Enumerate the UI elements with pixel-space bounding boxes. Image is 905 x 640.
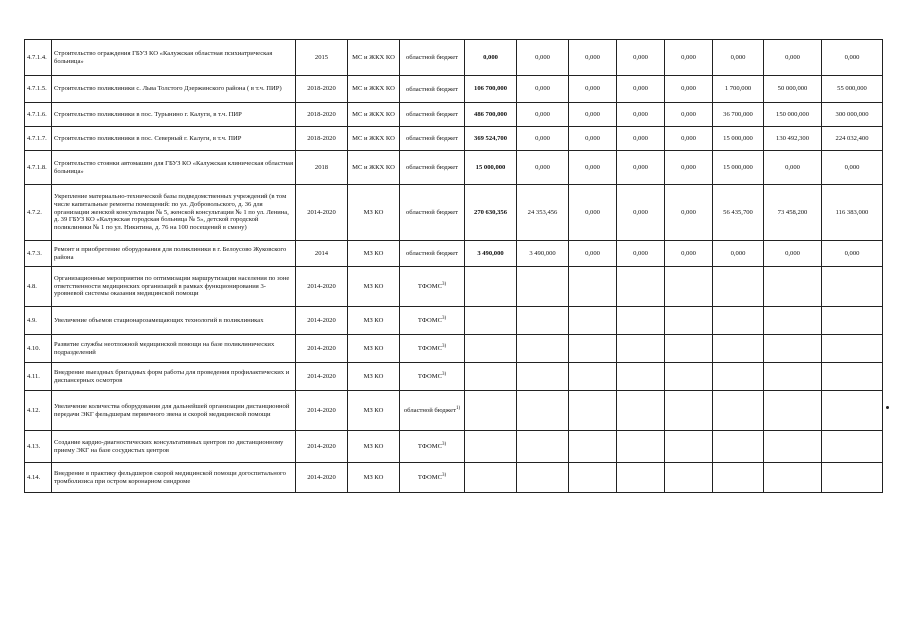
row-number: 4.12. [25,391,52,431]
year-amount: 0,000 [617,40,665,76]
table-row [25,363,883,391]
total-amount [465,267,517,307]
row-number: 4.7.1.5. [25,76,52,103]
year-amount [713,307,764,335]
implementation-period: 2014 [296,241,348,267]
year-amount [764,431,822,463]
funding-source-label: ТФОМС [417,283,443,291]
funding-source-label: областной бюджет [405,54,459,62]
year-amount: 0,000 [665,40,713,76]
program-activities-table [24,39,883,493]
funding-source-label: ТФОМС [417,317,443,325]
year-amount [517,363,569,391]
scan-speck [886,406,889,409]
year-amount [617,463,665,493]
year-amount [665,267,713,307]
row-number: 4.11. [25,363,52,391]
year-amount [617,363,665,391]
activity-name: Строительство стоянки автомашин для ГБУЗ КО «Калужская клиническая областная больница» [52,151,296,185]
year-amount: 0,000 [822,40,883,76]
year-amount: 0,000 [517,103,569,127]
implementation-period: 2018 [296,151,348,185]
activity-name: Развитие службы неотложной медицинской помощи на базе поликлинических подразделений [52,335,296,363]
activity-name: Внедрение в практику фельдшеров скорой медицинской помощи догоспитального тромболизиса при остром коронарном синдроме [52,463,296,493]
year-amount: 0,000 [665,151,713,185]
executor: МС и ЖКХ КО [348,76,400,103]
year-amount [569,391,617,431]
implementation-period: 2014-2020 [296,363,348,391]
total-amount [465,363,517,391]
funding-source-footnote: 3) [442,344,447,350]
year-amount: 15 000,000 [713,151,764,185]
year-amount [764,267,822,307]
total-amount: 106 700,000 [465,76,517,103]
funding-source-label: областной бюджет [403,407,456,415]
executor: МЗ КО [348,307,400,335]
year-amount: 0,000 [764,151,822,185]
funding-source-label: областной бюджет [405,250,459,258]
table-row [25,241,883,267]
year-amount [617,307,665,335]
year-amount: 0,000 [517,40,569,76]
year-amount: 0,000 [713,241,764,267]
row-number: 4.10. [25,335,52,363]
year-amount: 0,000 [569,103,617,127]
funding-source-label: областной бюджет [405,135,459,143]
year-amount [713,363,764,391]
year-amount [617,391,665,431]
year-amount: 0,000 [713,40,764,76]
year-amount: 116 383,000 [822,185,883,241]
funding-source-footnote: 3) [442,316,447,322]
year-amount [822,335,883,363]
year-amount: 0,000 [569,76,617,103]
year-amount [569,363,617,391]
funding-source [400,151,465,185]
year-amount: 0,000 [517,76,569,103]
year-amount [665,363,713,391]
total-amount [465,307,517,335]
executor: МЗ КО [348,391,400,431]
funding-source-label: ТФОМС [417,443,443,451]
year-amount: 0,000 [665,241,713,267]
year-amount: 55 000,000 [822,76,883,103]
funding-source-label: областной бюджет [405,164,459,172]
activity-name: Увеличение количества оборудования для дальнейшей организации дистанционной передачи ЭКГ фельдшерам первичного звена и скорой медицинской помощи [52,391,296,431]
year-amount: 150 000,000 [764,103,822,127]
year-amount [665,335,713,363]
implementation-period: 2014-2020 [296,391,348,431]
funding-source [400,463,465,493]
year-amount: 3 490,000 [517,241,569,267]
year-amount: 0,000 [665,103,713,127]
funding-source-footnote: 3) [442,473,447,479]
table-row [25,391,883,431]
table-body [25,40,883,493]
year-amount [713,463,764,493]
year-amount [617,431,665,463]
total-amount: 486 700,000 [465,103,517,127]
funding-source-label: ТФОМС [417,373,443,381]
executor: МЗ КО [348,185,400,241]
year-amount: 0,000 [764,40,822,76]
row-number: 4.7.1.6. [25,103,52,127]
implementation-period: 2018-2020 [296,76,348,103]
year-amount: 0,000 [822,151,883,185]
executor: МС и ЖКХ КО [348,127,400,151]
funding-source-footnote: 3) [442,282,447,288]
row-number: 4.14. [25,463,52,493]
year-amount [517,267,569,307]
funding-source-footnote: 1) [455,406,461,412]
year-amount: 0,000 [822,241,883,267]
row-number: 4.7.1.8. [25,151,52,185]
year-amount [822,431,883,463]
year-amount [822,307,883,335]
year-amount: 0,000 [617,151,665,185]
table-row [25,431,883,463]
year-amount [569,463,617,493]
total-amount [465,335,517,363]
year-amount [822,391,883,431]
funding-source-label: ТФОМС [417,474,443,482]
activity-name: Ремонт и приобретение оборудования для поликлиники в г. Белоусово Жуковского района [52,241,296,267]
year-amount: 50 000,000 [764,76,822,103]
year-amount [822,363,883,391]
funding-source-label: областной бюджет [405,111,459,119]
funding-source [400,76,465,103]
implementation-period: 2015 [296,40,348,76]
total-amount: 270 630,356 [465,185,517,241]
year-amount: 0,000 [569,185,617,241]
funding-source-footnote: 3) [442,442,447,448]
activity-name: Создание кардио-диагностических консультативных центров по дистанционному приему ЭКГ на базе сосудистых центров [52,431,296,463]
year-amount: 1 700,000 [713,76,764,103]
funding-source [400,127,465,151]
year-amount [764,463,822,493]
row-number: 4.9. [25,307,52,335]
executor: МС и ЖКХ КО [348,40,400,76]
table-row [25,335,883,363]
activity-name: Строительство поликлиники в пос. Северный г. Калуги, в т.ч. ПИР [52,127,296,151]
year-amount [569,267,617,307]
executor: МЗ КО [348,463,400,493]
year-amount: 24 353,456 [517,185,569,241]
year-amount: 15 000,000 [713,127,764,151]
activity-name: Организационные мероприятия по оптимизации маршрутизации населения по зоне ответственности медицинских организаций в рамках функционирования 3-уровневой системы оказания медицинской помощи [52,267,296,307]
implementation-period: 2014-2020 [296,463,348,493]
year-amount: 0,000 [569,241,617,267]
year-amount [569,431,617,463]
activity-name: Строительство поликлиники в пос. Турынино г. Калуги, в т.ч. ПИР [52,103,296,127]
table-row [25,103,883,127]
funding-source-label: областной бюджет [405,85,459,93]
year-amount: 0,000 [617,76,665,103]
funding-source [400,40,465,76]
row-number: 4.13. [25,431,52,463]
activity-name: Строительство поликлиники с. Льва Толстого Дзержинского района ( в т.ч. ПИР) [52,76,296,103]
year-amount [665,307,713,335]
year-amount [713,335,764,363]
year-amount [822,267,883,307]
year-amount: 0,000 [665,127,713,151]
executor: МЗ КО [348,363,400,391]
funding-source-label: областной бюджет [405,209,459,217]
year-amount: 0,000 [569,40,617,76]
executor: МЗ КО [348,267,400,307]
year-amount: 300 000,000 [822,103,883,127]
year-amount: 0,000 [617,103,665,127]
implementation-period: 2014-2020 [296,307,348,335]
year-amount [517,431,569,463]
row-number: 4.7.3. [25,241,52,267]
year-amount [517,335,569,363]
executor: МЗ КО [348,241,400,267]
year-amount [665,463,713,493]
executor: МЗ КО [348,431,400,463]
year-amount [665,431,713,463]
year-amount: 73 458,200 [764,185,822,241]
year-amount [617,267,665,307]
row-number: 4.7.1.7. [25,127,52,151]
year-amount: 0,000 [569,151,617,185]
year-amount: 0,000 [517,127,569,151]
year-amount: 0,000 [617,185,665,241]
table-row [25,463,883,493]
total-amount: 0,000 [465,40,517,76]
year-amount [569,335,617,363]
total-amount [465,391,517,431]
year-amount [713,267,764,307]
year-amount [822,463,883,493]
year-amount [764,335,822,363]
year-amount [617,335,665,363]
implementation-period: 2014-2020 [296,335,348,363]
year-amount: 0,000 [665,76,713,103]
row-number: 4.8. [25,267,52,307]
year-amount [517,463,569,493]
year-amount: 0,000 [617,241,665,267]
activity-name: Увеличение объемов стационарозамещающих технологий в поликлиниках [52,307,296,335]
year-amount [569,307,617,335]
funding-source [400,185,465,241]
year-amount [764,307,822,335]
funding-source [400,391,465,431]
implementation-period: 2018-2020 [296,103,348,127]
year-amount: 0,000 [665,185,713,241]
total-amount [465,463,517,493]
funding-source [400,241,465,267]
executor: МС и ЖКХ КО [348,151,400,185]
year-amount: 0,000 [517,151,569,185]
total-amount: 369 524,700 [465,127,517,151]
year-amount: 0,000 [617,127,665,151]
table-row [25,267,883,307]
year-amount [517,307,569,335]
activity-name: Укрепление материально-технической базы подведомственных учреждений (в том числе капитальные ремонты помещений: по ул. Добровольского, д. 36 для организации женской консультации № 5, женской консультации № 1 по ул. Ленина, д. 39 ГБУЗ КО «Калужская городская больница № 5», детской городской поликлиники № 1 по ул. Никитина, д. 76 на 100 посещений в смену) [52,185,296,241]
table-row [25,185,883,241]
year-amount [665,391,713,431]
funding-source-footnote: 3) [442,372,447,378]
funding-source [400,431,465,463]
year-amount [764,391,822,431]
year-amount [764,363,822,391]
total-amount: 3 490,000 [465,241,517,267]
table-row [25,307,883,335]
year-amount: 224 032,400 [822,127,883,151]
table-row [25,76,883,103]
year-amount: 130 492,300 [764,127,822,151]
row-number: 4.7.2. [25,185,52,241]
activity-name: Строительство ограждения ГБУЗ КО «Калужская областная психиатрическая больница» [52,40,296,76]
table-row [25,151,883,185]
funding-source [400,103,465,127]
year-amount: 56 435,700 [713,185,764,241]
total-amount [465,431,517,463]
year-amount [713,391,764,431]
year-amount: 36 700,000 [713,103,764,127]
total-amount: 15 000,000 [465,151,517,185]
implementation-period: 2018-2020 [296,127,348,151]
funding-source [400,363,465,391]
year-amount [517,391,569,431]
year-amount: 0,000 [569,127,617,151]
executor: МС и ЖКХ КО [348,103,400,127]
implementation-period: 2014-2020 [296,185,348,241]
implementation-period: 2014-2020 [296,267,348,307]
funding-source [400,267,465,307]
year-amount [713,431,764,463]
activity-name: Внедрение выездных бригадных форм работы для проведения профилактических и диспансерных осмотров [52,363,296,391]
implementation-period: 2014-2020 [296,431,348,463]
year-amount: 0,000 [764,241,822,267]
table-row [25,40,883,76]
table-row [25,127,883,151]
funding-source-label: ТФОМС [417,345,443,353]
funding-source [400,307,465,335]
row-number: 4.7.1.4. [25,40,52,76]
executor: МЗ КО [348,335,400,363]
funding-source [400,335,465,363]
